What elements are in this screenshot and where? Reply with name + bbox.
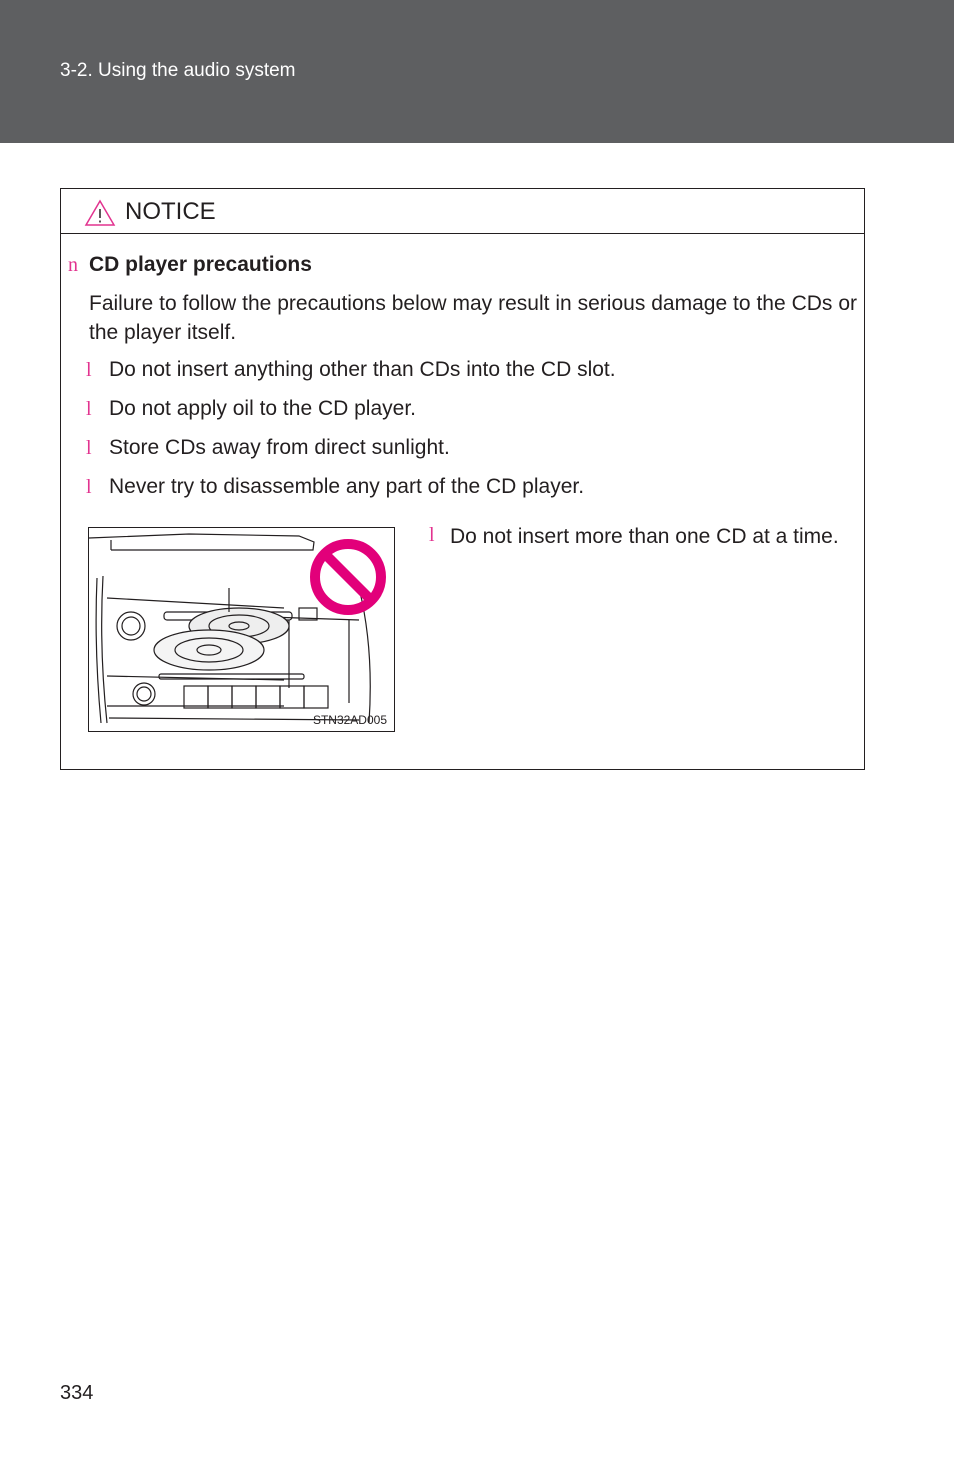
cd-player-illustration <box>88 527 395 732</box>
list-bullet: l <box>86 437 92 459</box>
illustration-code: STN32AD005 <box>312 713 387 727</box>
list-bullet: l <box>86 398 92 420</box>
side-list-item: Do not insert more than one CD at a time. <box>450 525 839 548</box>
page-number: 334 <box>60 1382 94 1404</box>
intro-paragraph: Failure to follow the precautions below may result in serious damage to the CDs or the player itself. <box>89 292 857 344</box>
list-bullet: l <box>86 359 92 381</box>
list-bullet: l <box>86 476 92 498</box>
notice-header <box>61 189 864 234</box>
page-header <box>0 0 954 143</box>
list-item: Do not apply oil to the CD player. <box>109 397 417 420</box>
section-title: CD player precautions <box>89 253 312 276</box>
notice-box <box>60 188 865 770</box>
list-bullet: l <box>429 524 435 546</box>
list-item: Do not insert anything other than CDs into the CD slot. <box>109 358 616 381</box>
notice-title: NOTICE <box>125 198 216 225</box>
list-item: Store CDs away from direct sunlight. <box>109 436 450 459</box>
cd-player-drawing <box>89 528 395 732</box>
section-bullet: n <box>68 254 78 276</box>
list-item: Never try to disassemble any part of the CD player. <box>109 475 585 498</box>
prohibition-icon <box>315 544 381 610</box>
warning-triangle-icon <box>84 199 116 227</box>
section-breadcrumb: 3-2. Using the audio system <box>60 60 296 81</box>
